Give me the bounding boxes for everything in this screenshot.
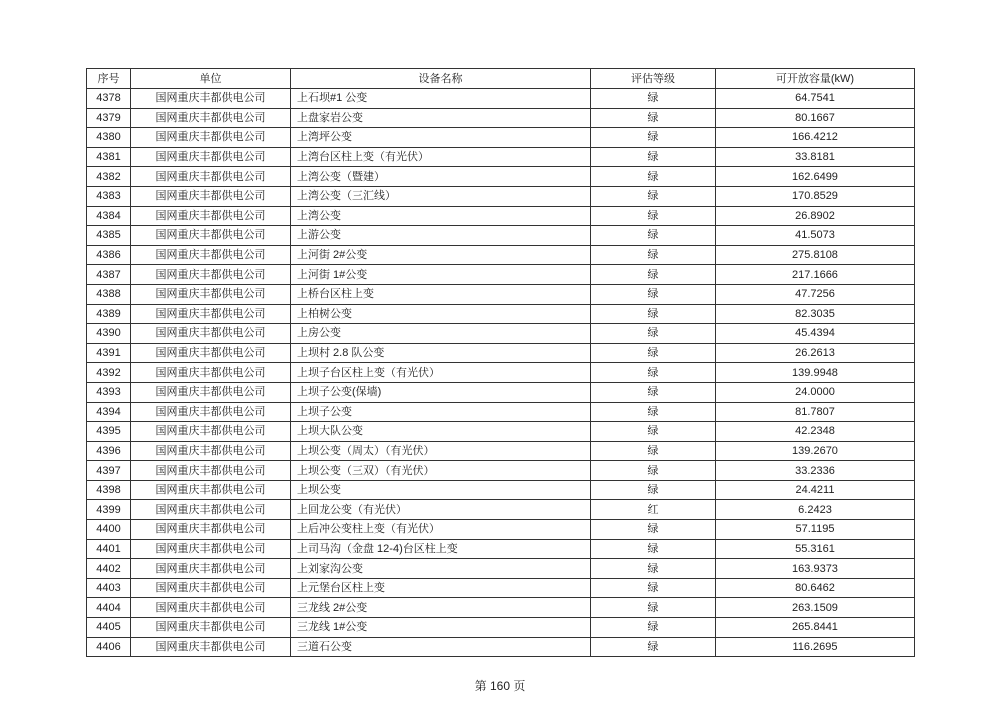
cell-device-name: 上坝子台区柱上变（有光伏） — [291, 363, 591, 383]
cell-unit: 国网重庆丰都供电公司 — [131, 559, 291, 579]
cell-capacity: 139.2670 — [716, 441, 915, 461]
cell-device-name: 三龙线 1#公变 — [291, 618, 591, 638]
table-row — [87, 480, 915, 500]
cell-capacity: 139.9948 — [716, 363, 915, 383]
cell-unit: 国网重庆丰都供电公司 — [131, 206, 291, 226]
cell-index: 4379 — [87, 108, 131, 128]
cell-unit: 国网重庆丰都供电公司 — [131, 343, 291, 363]
cell-device-name: 上湾公变（三汇线） — [291, 186, 591, 206]
table-row — [87, 598, 915, 618]
cell-rating: 绿 — [591, 598, 716, 618]
cell-index: 4391 — [87, 343, 131, 363]
cell-index: 4396 — [87, 441, 131, 461]
cell-device-name: 上坝公变（三双）（有光伏） — [291, 461, 591, 481]
cell-device-name: 上盘家岩公变 — [291, 108, 591, 128]
cell-rating: 绿 — [591, 382, 716, 402]
table-row — [87, 167, 915, 187]
cell-unit: 国网重庆丰都供电公司 — [131, 147, 291, 167]
cell-rating: 绿 — [591, 147, 716, 167]
cell-capacity: 263.1509 — [716, 598, 915, 618]
table-row — [87, 245, 915, 265]
cell-index: 4402 — [87, 559, 131, 579]
cell-index: 4405 — [87, 618, 131, 638]
cell-unit: 国网重庆丰都供电公司 — [131, 500, 291, 520]
cell-capacity: 6.2423 — [716, 500, 915, 520]
table-row — [87, 539, 915, 559]
cell-unit: 国网重庆丰都供电公司 — [131, 226, 291, 246]
header-device-name: 设备名称 — [291, 69, 591, 89]
cell-unit: 国网重庆丰都供电公司 — [131, 89, 291, 109]
cell-rating: 绿 — [591, 226, 716, 246]
table-row — [87, 108, 915, 128]
cell-unit: 国网重庆丰都供电公司 — [131, 382, 291, 402]
table-row — [87, 422, 915, 442]
cell-unit: 国网重庆丰都供电公司 — [131, 441, 291, 461]
cell-rating: 绿 — [591, 245, 716, 265]
table-row — [87, 226, 915, 246]
cell-rating: 绿 — [591, 186, 716, 206]
table-row — [87, 578, 915, 598]
cell-unit: 国网重庆丰都供电公司 — [131, 520, 291, 540]
cell-rating: 绿 — [591, 559, 716, 579]
cell-capacity: 41.5073 — [716, 226, 915, 246]
cell-device-name: 上坝公变 — [291, 480, 591, 500]
cell-rating: 绿 — [591, 284, 716, 304]
cell-capacity: 26.8902 — [716, 206, 915, 226]
cell-unit: 国网重庆丰都供电公司 — [131, 598, 291, 618]
cell-device-name: 上回龙公变（有光伏） — [291, 500, 591, 520]
cell-device-name: 上河街 2#公变 — [291, 245, 591, 265]
cell-index: 4392 — [87, 363, 131, 383]
cell-unit: 国网重庆丰都供电公司 — [131, 284, 291, 304]
cell-device-name: 上坝子公变(保墙) — [291, 382, 591, 402]
table-row — [87, 618, 915, 638]
cell-capacity: 82.3035 — [716, 304, 915, 324]
cell-device-name: 上石坝#1 公变 — [291, 89, 591, 109]
cell-unit: 国网重庆丰都供电公司 — [131, 324, 291, 344]
cell-device-name: 上房公变 — [291, 324, 591, 344]
header-unit: 单位 — [131, 69, 291, 89]
cell-device-name: 三道石公变 — [291, 637, 591, 657]
cell-capacity: 57.1195 — [716, 520, 915, 540]
cell-device-name: 上湾坪公变 — [291, 128, 591, 148]
cell-index: 4389 — [87, 304, 131, 324]
cell-rating: 绿 — [591, 520, 716, 540]
cell-capacity: 24.0000 — [716, 382, 915, 402]
table-row — [87, 637, 915, 657]
cell-unit: 国网重庆丰都供电公司 — [131, 461, 291, 481]
cell-capacity: 163.9373 — [716, 559, 915, 579]
table-row — [87, 382, 915, 402]
cell-index: 4404 — [87, 598, 131, 618]
header-capacity: 可开放容量(kW) — [716, 69, 915, 89]
cell-rating: 红 — [591, 500, 716, 520]
cell-device-name: 上元堡台区柱上变 — [291, 578, 591, 598]
cell-index: 4398 — [87, 480, 131, 500]
cell-rating: 绿 — [591, 167, 716, 187]
cell-unit: 国网重庆丰都供电公司 — [131, 108, 291, 128]
cell-device-name: 上刘家沟公变 — [291, 559, 591, 579]
cell-rating: 绿 — [591, 461, 716, 481]
cell-index: 4395 — [87, 422, 131, 442]
cell-capacity: 55.3161 — [716, 539, 915, 559]
cell-index: 4385 — [87, 226, 131, 246]
cell-capacity: 162.6499 — [716, 167, 915, 187]
header-index: 序号 — [87, 69, 131, 89]
cell-capacity: 33.2336 — [716, 461, 915, 481]
cell-capacity: 265.8441 — [716, 618, 915, 638]
table-row — [87, 186, 915, 206]
cell-index: 4399 — [87, 500, 131, 520]
cell-capacity: 47.7256 — [716, 284, 915, 304]
cell-index: 4406 — [87, 637, 131, 657]
cell-device-name: 上湾公变（暨建） — [291, 167, 591, 187]
cell-device-name: 上坝公变（周太）（有光伏） — [291, 441, 591, 461]
table-row — [87, 89, 915, 109]
cell-capacity: 275.8108 — [716, 245, 915, 265]
cell-device-name: 上坝子公变 — [291, 402, 591, 422]
cell-rating: 绿 — [591, 324, 716, 344]
cell-rating: 绿 — [591, 108, 716, 128]
cell-device-name: 上柏树公变 — [291, 304, 591, 324]
header-rating: 评估等级 — [591, 69, 716, 89]
cell-index: 4401 — [87, 539, 131, 559]
cell-index: 4381 — [87, 147, 131, 167]
capacity-table — [86, 68, 915, 657]
cell-capacity: 166.4212 — [716, 128, 915, 148]
cell-index: 4394 — [87, 402, 131, 422]
table-row — [87, 128, 915, 148]
cell-capacity: 24.4211 — [716, 480, 915, 500]
cell-rating: 绿 — [591, 128, 716, 148]
cell-device-name: 上后冲公变柱上变（有光伏） — [291, 520, 591, 540]
cell-unit: 国网重庆丰都供电公司 — [131, 539, 291, 559]
cell-rating: 绿 — [591, 206, 716, 226]
table-row — [87, 265, 915, 285]
table-body — [87, 89, 915, 657]
cell-rating: 绿 — [591, 441, 716, 461]
cell-index: 4382 — [87, 167, 131, 187]
cell-unit: 国网重庆丰都供电公司 — [131, 480, 291, 500]
cell-capacity: 80.6462 — [716, 578, 915, 598]
cell-unit: 国网重庆丰都供电公司 — [131, 304, 291, 324]
cell-device-name: 三龙线 2#公变 — [291, 598, 591, 618]
cell-index: 4387 — [87, 265, 131, 285]
table-row — [87, 206, 915, 226]
cell-capacity: 33.8181 — [716, 147, 915, 167]
cell-unit: 国网重庆丰都供电公司 — [131, 128, 291, 148]
table-row — [87, 147, 915, 167]
cell-capacity: 26.2613 — [716, 343, 915, 363]
cell-unit: 国网重庆丰都供电公司 — [131, 422, 291, 442]
page-number: 第 160 页 — [474, 679, 526, 693]
cell-index: 4388 — [87, 284, 131, 304]
table-row — [87, 500, 915, 520]
cell-index: 4390 — [87, 324, 131, 344]
cell-index: 4397 — [87, 461, 131, 481]
cell-rating: 绿 — [591, 402, 716, 422]
cell-device-name: 上湾公变 — [291, 206, 591, 226]
cell-unit: 国网重庆丰都供电公司 — [131, 637, 291, 657]
cell-capacity: 64.7541 — [716, 89, 915, 109]
table-row — [87, 461, 915, 481]
cell-unit: 国网重庆丰都供电公司 — [131, 578, 291, 598]
cell-rating: 绿 — [591, 89, 716, 109]
table-header-row — [87, 69, 915, 89]
table-row — [87, 520, 915, 540]
cell-index: 4386 — [87, 245, 131, 265]
table-row — [87, 441, 915, 461]
cell-index: 4403 — [87, 578, 131, 598]
table-row — [87, 402, 915, 422]
cell-index: 4378 — [87, 89, 131, 109]
cell-rating: 绿 — [591, 343, 716, 363]
cell-device-name: 上坝大队公变 — [291, 422, 591, 442]
cell-unit: 国网重庆丰都供电公司 — [131, 245, 291, 265]
cell-rating: 绿 — [591, 618, 716, 638]
cell-capacity: 170.8529 — [716, 186, 915, 206]
cell-rating: 绿 — [591, 539, 716, 559]
table-row — [87, 284, 915, 304]
cell-rating: 绿 — [591, 578, 716, 598]
cell-device-name: 上游公变 — [291, 226, 591, 246]
cell-index: 4384 — [87, 206, 131, 226]
cell-unit: 国网重庆丰都供电公司 — [131, 363, 291, 383]
cell-capacity: 45.4394 — [716, 324, 915, 344]
cell-device-name: 上司马沟（金盘 12-4)台区柱上变 — [291, 539, 591, 559]
cell-index: 4400 — [87, 520, 131, 540]
cell-rating: 绿 — [591, 480, 716, 500]
cell-index: 4393 — [87, 382, 131, 402]
cell-rating: 绿 — [591, 304, 716, 324]
cell-device-name: 上河街 1#公变 — [291, 265, 591, 285]
table-row — [87, 343, 915, 363]
cell-device-name: 上坝村 2.8 队公变 — [291, 343, 591, 363]
cell-capacity: 116.2695 — [716, 637, 915, 657]
cell-rating: 绿 — [591, 265, 716, 285]
cell-unit: 国网重庆丰都供电公司 — [131, 402, 291, 422]
cell-index: 4383 — [87, 186, 131, 206]
cell-capacity: 80.1667 — [716, 108, 915, 128]
cell-rating: 绿 — [591, 422, 716, 442]
cell-unit: 国网重庆丰都供电公司 — [131, 186, 291, 206]
table-row — [87, 324, 915, 344]
cell-rating: 绿 — [591, 363, 716, 383]
cell-device-name: 上桥台区柱上变 — [291, 284, 591, 304]
table-row — [87, 363, 915, 383]
table-row — [87, 559, 915, 579]
cell-unit: 国网重庆丰都供电公司 — [131, 265, 291, 285]
cell-unit: 国网重庆丰都供电公司 — [131, 167, 291, 187]
cell-unit: 国网重庆丰都供电公司 — [131, 618, 291, 638]
cell-rating: 绿 — [591, 637, 716, 657]
cell-capacity: 217.1666 — [716, 265, 915, 285]
cell-index: 4380 — [87, 128, 131, 148]
cell-capacity: 81.7807 — [716, 402, 915, 422]
cell-capacity: 42.2348 — [716, 422, 915, 442]
cell-device-name: 上湾台区柱上变（有光伏） — [291, 147, 591, 167]
table-row — [87, 304, 915, 324]
